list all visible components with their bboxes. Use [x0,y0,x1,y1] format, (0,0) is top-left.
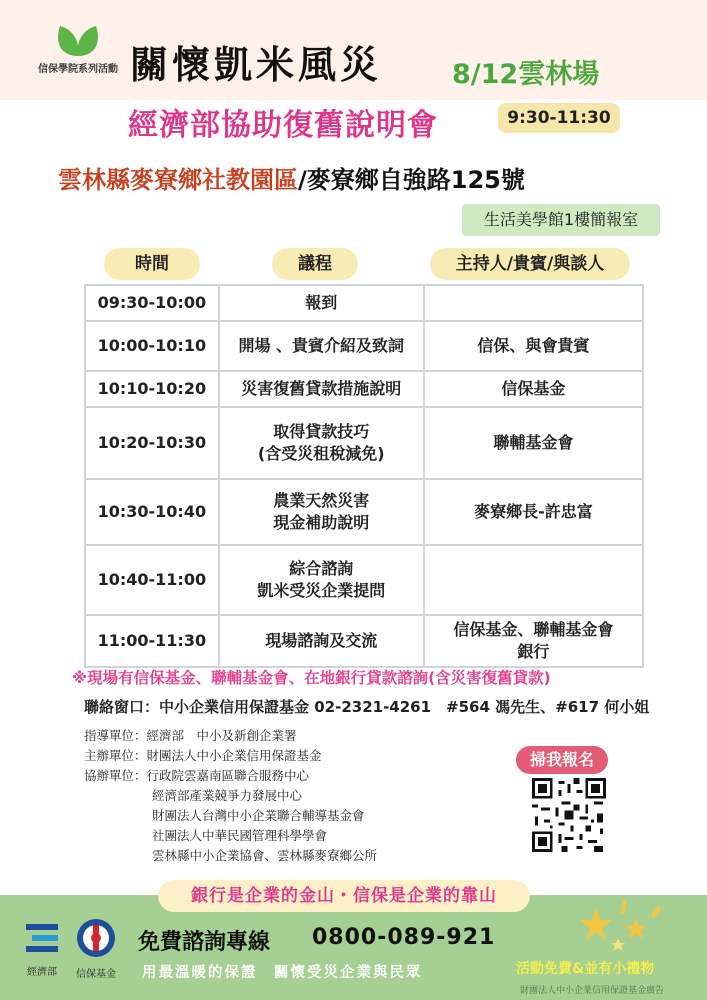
agenda-time: 10:40-11:00 [85,545,219,615]
agenda-topic [219,479,424,545]
agenda-time: 10:10-10:20 [85,371,219,407]
sme-emblem-icon [76,918,116,958]
agenda-topic [219,371,424,407]
agenda-time: 11:00-11:30 [85,615,219,667]
contact-info: 聯絡窗口：中小企業信用保證基金 02-2321-4261 #564 馮先生、#617 何小姐 [84,698,650,716]
footer-slogan-badge: 銀行是企業的金山・信保是企業的靠山 [158,880,530,912]
agenda-topic [219,615,424,667]
agenda-topic [219,545,424,615]
organizer-line: 財團法人台灣中小企業聯合輔導基金會 [152,808,365,823]
leaf-icon [48,22,108,58]
agenda-host-line2: 銀行 [517,642,550,661]
moea-emblem-icon [24,920,60,956]
event-subtitle: 經濟部協助復舊說明會 [128,108,438,143]
agenda-host [424,321,643,371]
agenda-host [424,285,643,321]
agenda-topic-line1: 綜合諮詢 [289,559,354,578]
sme-logo [70,918,122,980]
venue-line [58,160,525,195]
table-row [85,545,643,615]
event-title: 關懷凱米風災 [130,43,383,87]
organizer-line: 指導單位：經濟部 中小及新創企業署 [84,728,297,743]
consultation-note: ※現場有信保基金、聯輔基金會、在地銀行貸款諮詢(含災害復舊貸款) [72,669,551,687]
signup-qr-code[interactable] [532,778,606,852]
agenda-topic-line1: 災害復舊貸款措施說明 [241,379,402,398]
agenda-topic-line2: (含受災租稅減免) [257,444,385,463]
agenda-topic-line2: 現金補助說明 [273,513,370,532]
agenda-time: 10:20-10:30 [85,407,219,479]
ad-disclaimer: 財團法人中小企業信用保證基金廣告 [520,986,665,996]
agenda-host [424,371,643,407]
celebration-stars-icon [566,898,676,958]
venue-separator: / [298,166,307,194]
table-row [85,407,643,479]
venue-place: 雲林縣麥寮鄉社教園區 [58,166,298,194]
venue-address: 麥寮鄉自強路125號 [306,166,525,194]
agenda-table [84,284,644,668]
table-row [85,285,643,321]
agenda-host-line1: 信保基金 [501,379,566,398]
agenda-topic [219,407,424,479]
agenda-host [424,615,643,667]
sme-logo-caption: 信保基金 [76,969,116,980]
organizer-line: 經濟部產業競爭力發展中心 [152,788,303,803]
agenda-time: 10:30-10:40 [85,479,219,545]
logo-caption: 信保學院系列活動 [38,64,118,75]
agenda-host-line1: 麥寮鄉長-許忠富 [474,502,593,521]
venue-room-badge: 生活美學館1樓簡報室 [462,204,660,236]
moea-logo [22,920,62,978]
agenda-host-line1: 信保、與會貴賓 [477,336,590,355]
footer-tagline: 用最溫暖的保證 關懷受災企業與民眾 [142,965,423,981]
signup-button[interactable]: 掃我報名 [516,746,608,774]
agenda-header-time: 時間 [104,248,200,280]
hotline-number[interactable]: 0800-089-921 [312,925,496,950]
moea-logo-caption: 經濟部 [27,967,57,978]
organizer-line: 主辦單位：財團法人中小企業信用保證基金 [84,748,322,763]
agenda-topic [219,285,424,321]
event-date-location: 8/12雲林場 [452,59,600,90]
agenda-header-host: 主持人/貴賓/與談人 [430,248,630,280]
agenda-topic-line1: 農業天然災害 [273,491,370,510]
agenda-header-topic: 議程 [272,248,358,280]
agenda-host-line1: 聯輔基金會 [493,433,574,452]
hotline-label: 免費諮詢專線 [138,930,271,955]
agenda-host [424,545,643,615]
table-row [85,321,643,371]
agenda-host-line1: 信保基金、聯輔基金會 [453,620,614,639]
agenda-topic-line2: 凱米受災企業提問 [257,581,386,600]
agenda-topic-line1: 取得貸款技巧 [273,422,370,441]
agenda-time: 10:00-10:10 [85,321,219,371]
agenda-topic-line1: 開場 、貴賓介紹及致詞 [238,336,405,355]
agenda-topic-line1: 現場諮詢及交流 [265,631,378,650]
table-row [85,615,643,667]
agenda-topic [219,321,424,371]
agenda-time: 09:30-10:00 [85,285,219,321]
organizer-line: 協辦單位：行政院雲嘉南區聯合服務中心 [84,768,310,783]
event-time-badge: 9:30-11:30 [498,103,620,133]
table-row [85,479,643,545]
table-row [85,371,643,407]
organizer-logo [28,22,128,75]
agenda-topic-line1: 報到 [305,293,338,312]
organizer-line: 雲林縣中小企業協會、雲林縣麥寮鄉公所 [152,848,378,863]
free-gift-note: 活動免費&並有小禮物 [516,961,655,977]
agenda-host [424,407,643,479]
organizer-line: 社團法人中華民國管理科學學會 [152,828,328,843]
agenda-host [424,479,643,545]
